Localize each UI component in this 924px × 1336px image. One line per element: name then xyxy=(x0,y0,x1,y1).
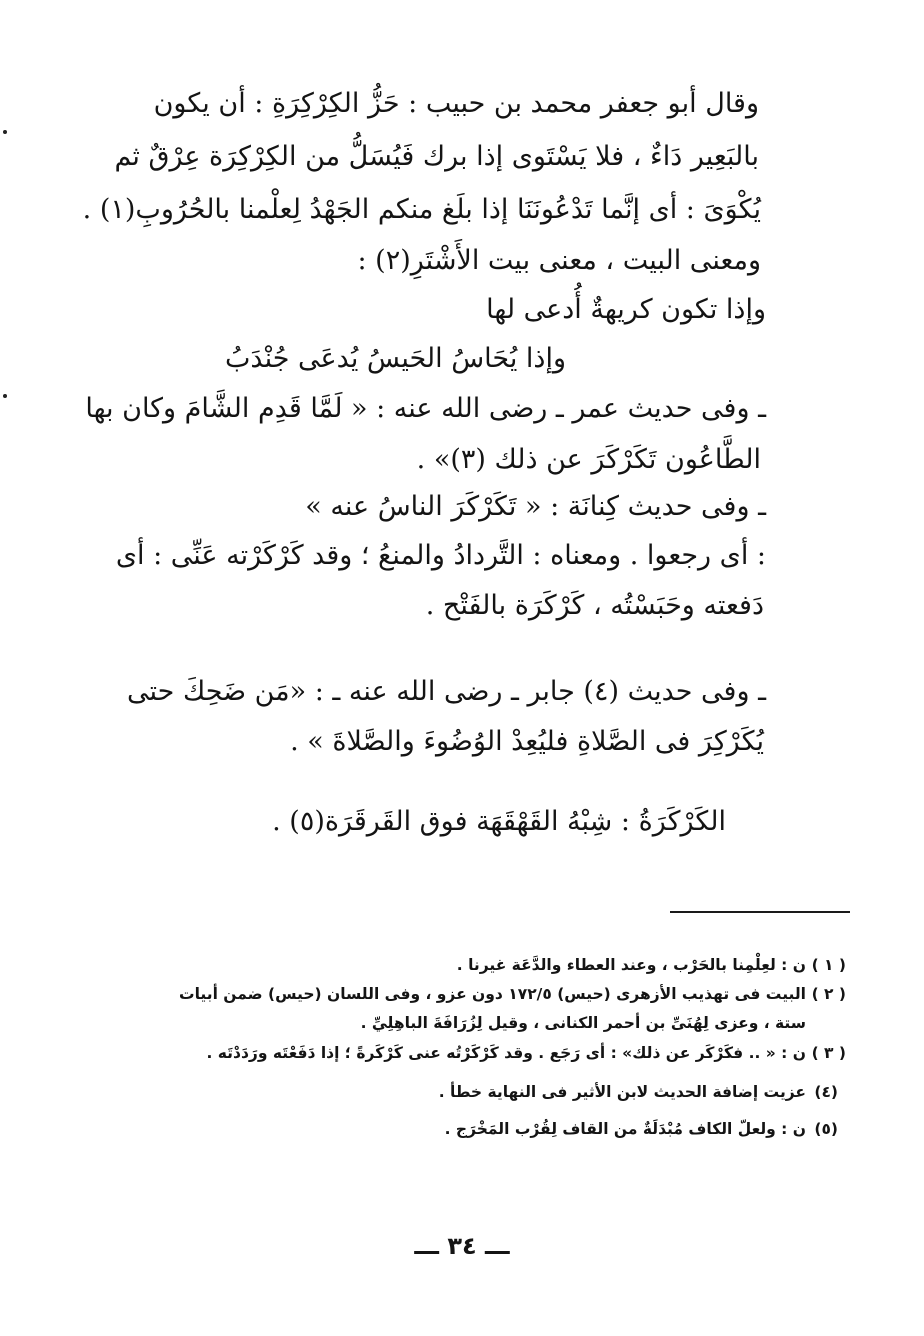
body-line: دَفعته وحَبَسْتُه ، كَرْكَرَة بالفَتْح . xyxy=(425,590,764,621)
body-line: : أى رجعوا . ومعناه : التَّردادُ والمنعُ ؛ وقد كَرْكَرْته عَنِّى : أى xyxy=(115,540,766,571)
footnote-text: ن : ولعلّ الكاف مُبْدَلَةٌ من القاف لِقُرْب المَخْرَج . xyxy=(444,1120,806,1138)
footnote-text: ن : « .. فكَرْكَر عن ذلك» : أى رَجَع . وقد كَرْكَرْتُه عنى كَرْكَرةً ؛ إذا دَفَعْتَه ورَدَدْتَه . xyxy=(206,1044,806,1062)
footnote-separator xyxy=(670,911,850,913)
body-line: بالبَعِير دَاءٌ ، فلا يَسْتَوى إذا برك فَيُسَلُّ من الكِرْكِرَة عِرْقٌ ثم xyxy=(114,141,759,172)
body-line: الطَّاعُون تَكَرْكَرَ عن ذلك (٣)» . xyxy=(416,444,761,475)
footnote-text: البيت فى تهذيب الأزهرى (حيس) ١٧٢/٥ دون عزو ، وفى اللسان (حيس) ضمن أبيات xyxy=(179,985,806,1003)
page-number: ـــ ٣٤ ـــ xyxy=(414,1232,510,1260)
body-line: يُكْوَىَ : أى إنَّما تَدْعُونَنَا إذا بلَغ منكم الجَهْدُ لِعلْمنا بالحُرُوبِ(١) . xyxy=(82,194,761,225)
footnote-number: ( ١ ) xyxy=(811,956,846,974)
footnote-number: (٥) xyxy=(814,1120,838,1138)
footnote-text: عزيت إضافة الحديث لابن الأثير فى النهاية خطأ . xyxy=(438,1083,806,1101)
body-line: ـ وفى حديث (٤) جابر ـ رضى الله عنه ـ : «مَن ضَحِكَ حتى xyxy=(127,676,766,707)
definition-line: الكَرْكَرَةُ : شِبْهُ القَهْقَهَة فوق القَرقَرَة(٥) . xyxy=(272,806,726,837)
footnote-text: ن : لعِلْمِنا بالحَرْب ، وعند العطاء والدَّعَة غيرنا . xyxy=(456,956,806,974)
margin-mark xyxy=(3,130,7,134)
footnote-text: ستة ، وعزى لِهُنَىِّ بن أحمر الكنانى ، وقيل لِزُرَافَةَ الباهِلِيِّ . xyxy=(360,1014,806,1032)
verse-line: وإذا يُحَاسُ الحَيسُ يُدعَى جُنْدَبُ xyxy=(225,343,566,374)
footnote-number: (٤) xyxy=(814,1083,838,1101)
body-line: ومعنى البيت ، معنى بيت الأَشْتَرِ(٢) : xyxy=(357,245,761,276)
footnote-number: ( ٣ ) xyxy=(811,1044,846,1062)
footnote-number: ( ٢ ) xyxy=(811,985,846,1003)
body-line: وقال أبو جعفر محمد بن حبيب : حَزُّ الكِرْكِرَةِ : أن يكون xyxy=(153,88,759,119)
body-line: ـ وفى حديث كِنانَة : « تَكَرْكَرَ الناسُ عنه » xyxy=(305,491,766,522)
verse-line: وإذا تكون كريهةٌ أُدعى لها xyxy=(486,294,766,325)
body-line: ـ وفى حديث عمر ـ رضى الله عنه : « لَمَّا قَدِم الشَّامَ وكان بها xyxy=(85,393,766,424)
body-line: يُكَرْكِرَ فى الصَّلاةِ فليُعِدْ الوُضُوءَ والصَّلاةَ » . xyxy=(290,726,764,757)
